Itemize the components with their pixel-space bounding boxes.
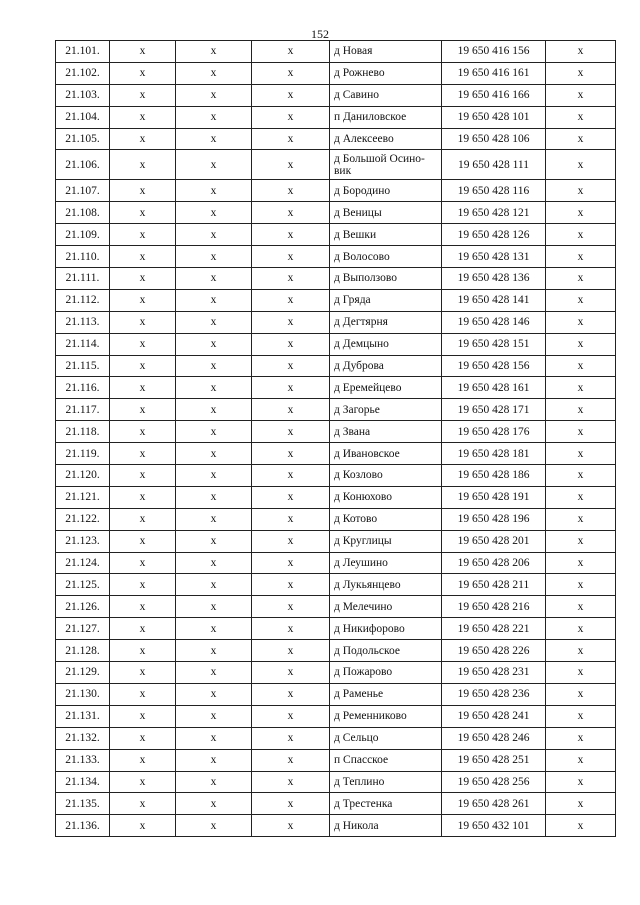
x-mark-cell: х <box>252 106 330 128</box>
row-number-cell: 21.108. <box>56 202 110 224</box>
x-mark-cell: х <box>546 552 616 574</box>
x-mark-cell: х <box>176 202 252 224</box>
x-mark-cell: х <box>252 333 330 355</box>
x-mark-cell: х <box>252 508 330 530</box>
x-mark-cell: х <box>176 508 252 530</box>
x-mark-cell: х <box>110 662 176 684</box>
oktmo-code-cell: 19 650 428 231 <box>442 662 546 684</box>
x-mark-cell: х <box>176 727 252 749</box>
x-mark-cell: х <box>252 530 330 552</box>
oktmo-code-cell: 19 650 428 216 <box>442 596 546 618</box>
x-mark-cell: х <box>110 749 176 771</box>
x-mark-cell: х <box>252 793 330 815</box>
row-number-cell: 21.107. <box>56 180 110 202</box>
table-row <box>56 574 616 596</box>
table-row <box>56 486 616 508</box>
row-number-cell: 21.104. <box>56 106 110 128</box>
x-mark-cell: х <box>110 202 176 224</box>
x-mark-cell: х <box>110 333 176 355</box>
table-row <box>56 749 616 771</box>
x-mark-cell: х <box>252 128 330 150</box>
settlement-name-cell: д Трестенка <box>330 793 442 815</box>
x-mark-cell: х <box>176 224 252 246</box>
settlement-name-cell: п Спасское <box>330 749 442 771</box>
row-number-cell: 21.110. <box>56 246 110 268</box>
settlement-name-cell: д Козлово <box>330 465 442 487</box>
x-mark-cell: х <box>546 749 616 771</box>
settlement-name-cell: д Раменье <box>330 683 442 705</box>
table-row <box>56 84 616 106</box>
x-mark-cell: х <box>110 311 176 333</box>
oktmo-code-cell: 19 650 428 226 <box>442 640 546 662</box>
table-row <box>56 246 616 268</box>
x-mark-cell: х <box>110 705 176 727</box>
x-mark-cell: х <box>546 399 616 421</box>
x-mark-cell: х <box>546 683 616 705</box>
row-number-cell: 21.133. <box>56 749 110 771</box>
x-mark-cell: х <box>110 618 176 640</box>
oktmo-code-cell: 19 650 428 201 <box>442 530 546 552</box>
row-number-cell: 21.101. <box>56 41 110 63</box>
x-mark-cell: х <box>252 377 330 399</box>
settlement-name-cell: д Конюхово <box>330 486 442 508</box>
settlement-name-cell: д Бородино <box>330 180 442 202</box>
oktmo-code-cell: 19 650 428 206 <box>442 552 546 574</box>
x-mark-cell: х <box>110 443 176 465</box>
row-number-cell: 21.134. <box>56 771 110 793</box>
oktmo-code-cell: 19 650 428 176 <box>442 421 546 443</box>
settlement-name-cell: д Никифорово <box>330 618 442 640</box>
x-mark-cell: х <box>546 202 616 224</box>
x-mark-cell: х <box>546 530 616 552</box>
x-mark-cell: х <box>110 683 176 705</box>
table-row <box>56 41 616 63</box>
settlement-name-cell: д Звана <box>330 421 442 443</box>
settlement-name-cell: п Даниловское <box>330 106 442 128</box>
x-mark-cell: х <box>252 683 330 705</box>
x-mark-cell: х <box>110 246 176 268</box>
oktmo-code-cell: 19 650 428 146 <box>442 311 546 333</box>
table-row <box>56 421 616 443</box>
table-row <box>56 62 616 84</box>
x-mark-cell: х <box>546 128 616 150</box>
table-row <box>56 268 616 290</box>
x-mark-cell: х <box>546 486 616 508</box>
row-number-cell: 21.122. <box>56 508 110 530</box>
table-row <box>56 596 616 618</box>
x-mark-cell: х <box>176 311 252 333</box>
x-mark-cell: х <box>252 574 330 596</box>
x-mark-cell: х <box>110 640 176 662</box>
x-mark-cell: х <box>546 311 616 333</box>
oktmo-code-cell: 19 650 416 156 <box>442 41 546 63</box>
x-mark-cell: х <box>110 596 176 618</box>
oktmo-code-cell: 19 650 428 131 <box>442 246 546 268</box>
x-mark-cell: х <box>546 815 616 837</box>
row-number-cell: 21.128. <box>56 640 110 662</box>
x-mark-cell: х <box>110 355 176 377</box>
x-mark-cell: х <box>176 128 252 150</box>
x-mark-cell: х <box>110 727 176 749</box>
settlement-name-cell: д Котово <box>330 508 442 530</box>
x-mark-cell: х <box>110 377 176 399</box>
oktmo-code-cell: 19 650 428 236 <box>442 683 546 705</box>
x-mark-cell: х <box>176 530 252 552</box>
x-mark-cell: х <box>252 246 330 268</box>
oktmo-code-cell: 19 650 416 161 <box>442 62 546 84</box>
x-mark-cell: х <box>176 246 252 268</box>
row-number-cell: 21.119. <box>56 443 110 465</box>
x-mark-cell: х <box>546 106 616 128</box>
x-mark-cell: х <box>176 443 252 465</box>
settlement-name-cell: д Дегтярня <box>330 311 442 333</box>
x-mark-cell: х <box>252 289 330 311</box>
x-mark-cell: х <box>110 815 176 837</box>
row-number-cell: 21.105. <box>56 128 110 150</box>
x-mark-cell: х <box>546 62 616 84</box>
x-mark-cell: х <box>176 180 252 202</box>
settlement-name-cell: д Рожнево <box>330 62 442 84</box>
x-mark-cell: х <box>252 771 330 793</box>
table-row <box>56 793 616 815</box>
row-number-cell: 21.135. <box>56 793 110 815</box>
settlement-name-cell: д Подольское <box>330 640 442 662</box>
table-row <box>56 771 616 793</box>
settlement-name-cell: д Волосово <box>330 246 442 268</box>
x-mark-cell: х <box>252 150 330 180</box>
x-mark-cell: х <box>252 62 330 84</box>
x-mark-cell: х <box>252 311 330 333</box>
x-mark-cell: х <box>110 508 176 530</box>
x-mark-cell: х <box>546 224 616 246</box>
x-mark-cell: х <box>252 596 330 618</box>
x-mark-cell: х <box>110 128 176 150</box>
settlement-name-cell: д Вешки <box>330 224 442 246</box>
x-mark-cell: х <box>176 421 252 443</box>
table-row <box>56 202 616 224</box>
settlement-name-cell: д Лукьянцево <box>330 574 442 596</box>
x-mark-cell: х <box>176 662 252 684</box>
x-mark-cell: х <box>252 355 330 377</box>
x-mark-cell: х <box>110 62 176 84</box>
x-mark-cell: х <box>546 705 616 727</box>
settlement-name-cell: д Мелечино <box>330 596 442 618</box>
oktmo-code-cell: 19 650 428 101 <box>442 106 546 128</box>
x-mark-cell: х <box>546 84 616 106</box>
x-mark-cell: х <box>252 224 330 246</box>
x-mark-cell: х <box>110 530 176 552</box>
table-row <box>56 443 616 465</box>
x-mark-cell: х <box>176 596 252 618</box>
x-mark-cell: х <box>546 662 616 684</box>
table-row <box>56 399 616 421</box>
table-row <box>56 180 616 202</box>
x-mark-cell: х <box>546 246 616 268</box>
row-number-cell: 21.130. <box>56 683 110 705</box>
row-number-cell: 21.120. <box>56 465 110 487</box>
x-mark-cell: х <box>110 180 176 202</box>
row-number-cell: 21.136. <box>56 815 110 837</box>
oktmo-code-cell: 19 650 428 151 <box>442 333 546 355</box>
x-mark-cell: х <box>252 552 330 574</box>
x-mark-cell: х <box>546 465 616 487</box>
row-number-cell: 21.117. <box>56 399 110 421</box>
settlement-name-cell: д Пожарово <box>330 662 442 684</box>
x-mark-cell: х <box>546 618 616 640</box>
x-mark-cell: х <box>546 771 616 793</box>
x-mark-cell: х <box>252 749 330 771</box>
x-mark-cell: х <box>176 771 252 793</box>
x-mark-cell: х <box>176 377 252 399</box>
oktmo-code-cell: 19 650 428 161 <box>442 377 546 399</box>
row-number-cell: 21.111. <box>56 268 110 290</box>
table-body <box>56 41 616 837</box>
settlements-table <box>55 40 616 837</box>
x-mark-cell: х <box>252 705 330 727</box>
x-mark-cell: х <box>176 815 252 837</box>
settlement-name-cell: д Леушино <box>330 552 442 574</box>
x-mark-cell: х <box>110 793 176 815</box>
table-row <box>56 106 616 128</box>
x-mark-cell: х <box>176 62 252 84</box>
x-mark-cell: х <box>546 727 616 749</box>
x-mark-cell: х <box>176 465 252 487</box>
x-mark-cell: х <box>110 552 176 574</box>
table-row <box>56 128 616 150</box>
oktmo-code-cell: 19 650 428 156 <box>442 355 546 377</box>
x-mark-cell: х <box>252 399 330 421</box>
x-mark-cell: х <box>176 84 252 106</box>
x-mark-cell: х <box>176 268 252 290</box>
oktmo-code-cell: 19 650 432 101 <box>442 815 546 837</box>
x-mark-cell: х <box>252 202 330 224</box>
row-number-cell: 21.118. <box>56 421 110 443</box>
x-mark-cell: х <box>546 508 616 530</box>
x-mark-cell: х <box>252 84 330 106</box>
oktmo-code-cell: 19 650 428 186 <box>442 465 546 487</box>
table-row <box>56 355 616 377</box>
oktmo-code-cell: 19 650 428 106 <box>442 128 546 150</box>
x-mark-cell: х <box>110 486 176 508</box>
row-number-cell: 21.115. <box>56 355 110 377</box>
x-mark-cell: х <box>252 443 330 465</box>
x-mark-cell: х <box>110 289 176 311</box>
x-mark-cell: х <box>110 574 176 596</box>
settlement-name-cell: д Теплино <box>330 771 442 793</box>
settlement-name-cell: д Никола <box>330 815 442 837</box>
x-mark-cell: х <box>176 399 252 421</box>
x-mark-cell: х <box>252 465 330 487</box>
x-mark-cell: х <box>546 596 616 618</box>
x-mark-cell: х <box>110 41 176 63</box>
x-mark-cell: х <box>176 793 252 815</box>
x-mark-cell: х <box>546 640 616 662</box>
oktmo-code-cell: 19 650 428 116 <box>442 180 546 202</box>
table-row <box>56 530 616 552</box>
table-row <box>56 552 616 574</box>
oktmo-code-cell: 19 650 428 246 <box>442 727 546 749</box>
row-number-cell: 21.109. <box>56 224 110 246</box>
oktmo-code-cell: 19 650 428 256 <box>442 771 546 793</box>
row-number-cell: 21.103. <box>56 84 110 106</box>
oktmo-code-cell: 19 650 428 241 <box>442 705 546 727</box>
oktmo-code-cell: 19 650 428 136 <box>442 268 546 290</box>
oktmo-code-cell: 19 650 428 221 <box>442 618 546 640</box>
table-row <box>56 508 616 530</box>
x-mark-cell: х <box>546 41 616 63</box>
table-row <box>56 618 616 640</box>
x-mark-cell: х <box>546 150 616 180</box>
row-number-cell: 21.124. <box>56 552 110 574</box>
settlement-name-cell: д Ременниково <box>330 705 442 727</box>
x-mark-cell: х <box>110 150 176 180</box>
x-mark-cell: х <box>252 662 330 684</box>
table-row <box>56 224 616 246</box>
table-row <box>56 815 616 837</box>
x-mark-cell: х <box>176 552 252 574</box>
x-mark-cell: х <box>176 150 252 180</box>
row-number-cell: 21.121. <box>56 486 110 508</box>
x-mark-cell: х <box>252 41 330 63</box>
oktmo-code-cell: 19 650 428 211 <box>442 574 546 596</box>
table-row <box>56 465 616 487</box>
x-mark-cell: х <box>110 106 176 128</box>
x-mark-cell: х <box>176 683 252 705</box>
settlement-name-cell: д Еремейцево <box>330 377 442 399</box>
row-number-cell: 21.132. <box>56 727 110 749</box>
oktmo-code-cell: 19 650 428 261 <box>442 793 546 815</box>
x-mark-cell: х <box>252 640 330 662</box>
x-mark-cell: х <box>176 618 252 640</box>
table-row <box>56 662 616 684</box>
x-mark-cell: х <box>176 106 252 128</box>
row-number-cell: 21.131. <box>56 705 110 727</box>
x-mark-cell: х <box>546 443 616 465</box>
x-mark-cell: х <box>546 355 616 377</box>
table-row <box>56 377 616 399</box>
settlement-name-cell: д Савино <box>330 84 442 106</box>
x-mark-cell: х <box>546 793 616 815</box>
oktmo-code-cell: 19 650 428 121 <box>442 202 546 224</box>
oktmo-code-cell: 19 650 416 166 <box>442 84 546 106</box>
settlement-name-cell: д Круглицы <box>330 530 442 552</box>
x-mark-cell: х <box>546 574 616 596</box>
table-row <box>56 289 616 311</box>
table-row <box>56 333 616 355</box>
row-number-cell: 21.126. <box>56 596 110 618</box>
table-row <box>56 640 616 662</box>
oktmo-code-cell: 19 650 428 196 <box>442 508 546 530</box>
settlement-name-cell: д Загорье <box>330 399 442 421</box>
x-mark-cell: х <box>176 41 252 63</box>
row-number-cell: 21.106. <box>56 150 110 180</box>
settlement-name-cell: д Алексеево <box>330 128 442 150</box>
x-mark-cell: х <box>176 486 252 508</box>
oktmo-code-cell: 19 650 428 251 <box>442 749 546 771</box>
settlement-name-cell: д Демцыно <box>330 333 442 355</box>
settlement-name-cell: д Веницы <box>330 202 442 224</box>
x-mark-cell: х <box>110 421 176 443</box>
x-mark-cell: х <box>176 749 252 771</box>
x-mark-cell: х <box>110 224 176 246</box>
oktmo-code-cell: 19 650 428 191 <box>442 486 546 508</box>
x-mark-cell: х <box>252 268 330 290</box>
x-mark-cell: х <box>176 705 252 727</box>
x-mark-cell: х <box>546 289 616 311</box>
table-row <box>56 311 616 333</box>
x-mark-cell: х <box>110 84 176 106</box>
x-mark-cell: х <box>176 640 252 662</box>
x-mark-cell: х <box>176 355 252 377</box>
x-mark-cell: х <box>252 727 330 749</box>
table-row <box>56 150 616 180</box>
x-mark-cell: х <box>110 268 176 290</box>
x-mark-cell: х <box>110 771 176 793</box>
row-number-cell: 21.123. <box>56 530 110 552</box>
x-mark-cell: х <box>252 618 330 640</box>
x-mark-cell: х <box>176 333 252 355</box>
settlement-name-cell: д Ивановское <box>330 443 442 465</box>
table-row <box>56 727 616 749</box>
x-mark-cell: х <box>546 421 616 443</box>
settlement-name-cell: д Новая <box>330 41 442 63</box>
x-mark-cell: х <box>252 180 330 202</box>
row-number-cell: 21.113. <box>56 311 110 333</box>
x-mark-cell: х <box>546 268 616 290</box>
row-number-cell: 21.116. <box>56 377 110 399</box>
x-mark-cell: х <box>176 289 252 311</box>
x-mark-cell: х <box>546 377 616 399</box>
x-mark-cell: х <box>176 574 252 596</box>
page-number: 152 <box>311 27 329 41</box>
x-mark-cell: х <box>252 421 330 443</box>
oktmo-code-cell: 19 650 428 126 <box>442 224 546 246</box>
settlement-name-cell: д Сельцо <box>330 727 442 749</box>
row-number-cell: 21.129. <box>56 662 110 684</box>
x-mark-cell: х <box>252 486 330 508</box>
table-row <box>56 705 616 727</box>
x-mark-cell: х <box>546 180 616 202</box>
x-mark-cell: х <box>110 465 176 487</box>
row-number-cell: 21.125. <box>56 574 110 596</box>
oktmo-code-cell: 19 650 428 141 <box>442 289 546 311</box>
oktmo-code-cell: 19 650 428 171 <box>442 399 546 421</box>
row-number-cell: 21.114. <box>56 333 110 355</box>
settlement-name-cell: д Гряда <box>330 289 442 311</box>
x-mark-cell: х <box>252 815 330 837</box>
settlement-name-cell: д Большой Осино-вик <box>330 150 442 180</box>
row-number-cell: 21.127. <box>56 618 110 640</box>
settlement-name-cell: д Дуброва <box>330 355 442 377</box>
settlement-name-cell: д Выползово <box>330 268 442 290</box>
table-row <box>56 683 616 705</box>
oktmo-code-cell: 19 650 428 111 <box>442 150 546 180</box>
oktmo-code-cell: 19 650 428 181 <box>442 443 546 465</box>
x-mark-cell: х <box>546 333 616 355</box>
row-number-cell: 21.112. <box>56 289 110 311</box>
row-number-cell: 21.102. <box>56 62 110 84</box>
x-mark-cell: х <box>110 399 176 421</box>
